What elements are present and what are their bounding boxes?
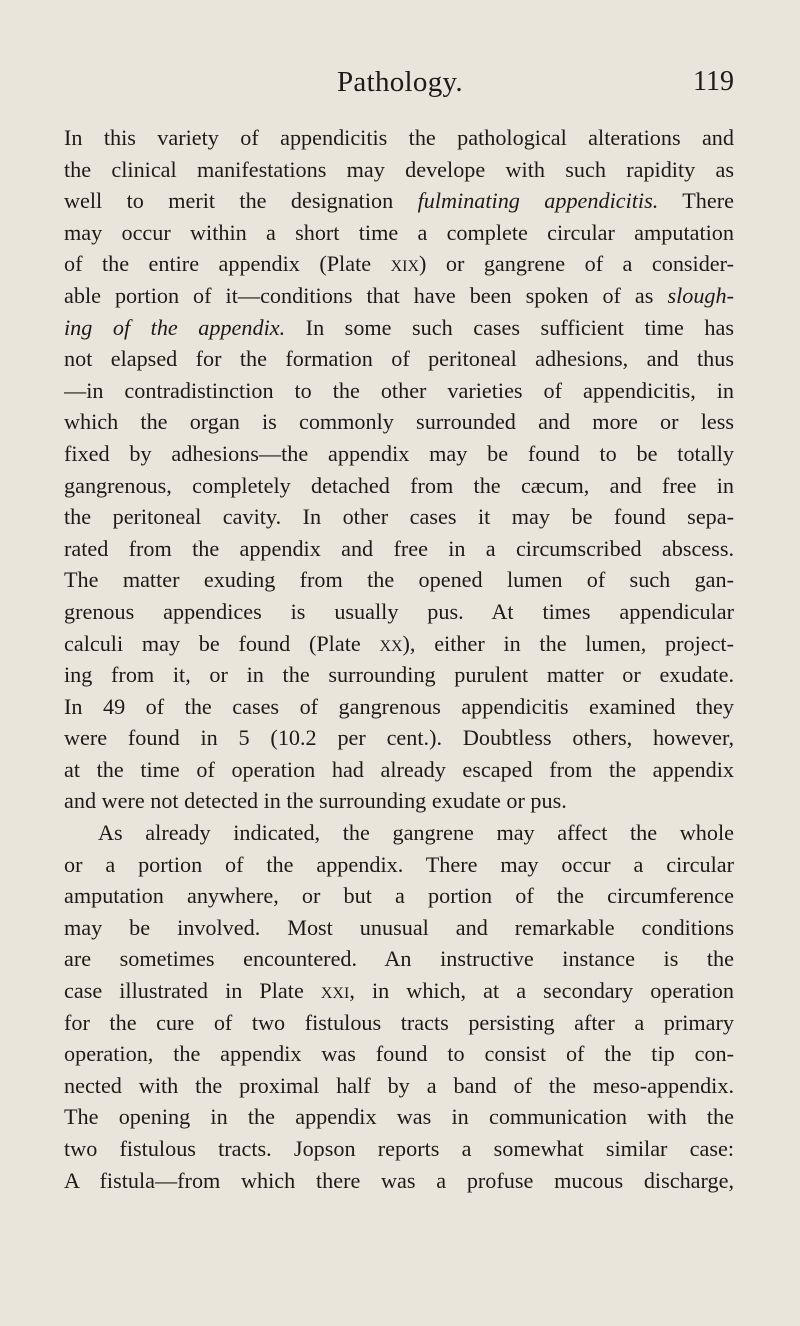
- text-line: may be involved. Most unusual and remarkable conditions: [64, 914, 734, 940]
- text-line: The opening in the appendix was in communication with the: [64, 1104, 734, 1130]
- paragraph: [64, 122, 734, 817]
- text-line: fixed by adhesions—the appendix may be found to be totally: [64, 440, 734, 466]
- text-line: the peritoneal cavity. In other cases it may be found sepa-: [64, 504, 734, 530]
- text-line: In 49 of the cases of gangrenous appendicitis examined they: [64, 693, 734, 719]
- running-title: Pathology.: [337, 66, 463, 98]
- text-line: or a portion of the appendix. There may occur a circular: [64, 851, 734, 877]
- text-line: calculi may be found (Plate xx), either in the lumen, project-: [64, 630, 734, 656]
- text-line: A fistula—from which there was a profuse mucous discharge,: [64, 1167, 734, 1193]
- text-line: case illustrated in Plate xxi, in which, at a secondary operation: [64, 978, 734, 1004]
- text-line: rated from the appendix and free in a circumscribed abscess.: [64, 535, 734, 561]
- text-line: The matter exuding from the opened lumen of such gan-: [64, 567, 734, 593]
- text-line: operation, the appendix was found to consist of the tip con-: [64, 1041, 734, 1067]
- text-line: In this variety of appendicitis the pathological alterations and: [64, 125, 734, 150]
- body-text: [64, 122, 734, 1196]
- text-line: for the cure of two fistulous tracts persisting after a primary: [64, 1009, 734, 1035]
- text-line: not elapsed for the formation of peritoneal adhesions, and thus: [64, 346, 734, 372]
- running-head: [0, 62, 800, 102]
- text-line: the clinical manifestations may develope with such rapidity as: [64, 156, 734, 182]
- text-line: gangrenous, completely detached from the cæcum, and free in: [64, 472, 734, 498]
- text-line: nected with the proximal half by a band of the meso-appendix.: [64, 1072, 734, 1098]
- text-line: are sometimes encountered. An instructive instance is the: [64, 946, 734, 972]
- text-line: As already indicated, the gangrene may affect the whole: [98, 820, 734, 846]
- text-line: ing from it, or in the surrounding purulent matter or exudate.: [64, 662, 734, 688]
- text-line: and were not detected in the surrounding exudate or pus.: [64, 788, 567, 814]
- text-line: may occur within a short time a complete circular amputation: [64, 219, 734, 245]
- page-number: 119: [693, 66, 734, 97]
- text-line: ing of the appendix. In some such cases sufficient time has: [64, 314, 734, 340]
- text-line: —in contradistinction to the other varieties of appendicitis, in: [64, 377, 734, 403]
- text-line: well to merit the designation fulminating appendicitis. There: [64, 188, 734, 214]
- text-line: at the time of operation had already escaped from the appendix: [64, 756, 734, 782]
- text-line: amputation anywhere, or but a portion of the circumference: [64, 883, 734, 909]
- text-line: which the organ is commonly surrounded and more or less: [64, 409, 734, 435]
- text-line: able portion of it—conditions that have been spoken of as slough-: [64, 282, 734, 308]
- text-line: were found in 5 (10.2 per cent.). Doubtless others, however,: [64, 725, 734, 751]
- text-line: two fistulous tracts. Jopson reports a somewhat similar case:: [64, 1136, 734, 1161]
- text-line: grenous appendices is usually pus. At times appendicular: [64, 598, 734, 624]
- paragraph: [64, 817, 734, 1196]
- text-line: of the entire appendix (Plate xix) or gangrene of a consider-: [64, 251, 734, 277]
